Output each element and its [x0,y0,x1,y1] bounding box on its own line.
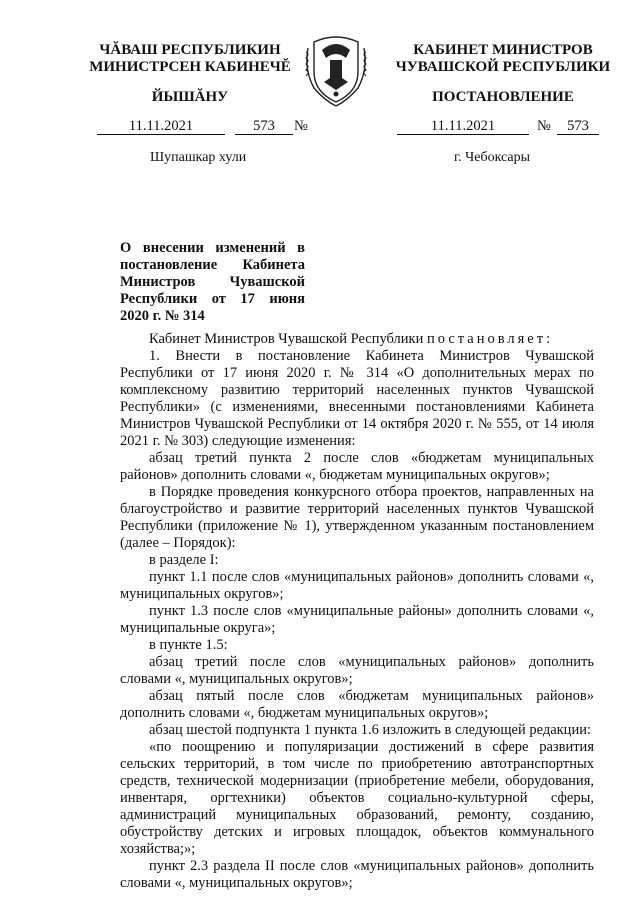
date-left: 11.11.2021 [97,118,225,135]
body-paragraph: абзац третий после слов «муниципальных районов» дополнить словами «, муниципальных округов»; [120,654,594,687]
header-right-title: ПОСТАНОВЛЕНИЕ [432,89,574,105]
number-sign-right: № [537,118,551,134]
dateline-left [97,118,319,136]
header-left-org [80,42,300,76]
number-right: 573 [557,118,599,135]
header-left-title: ЙЫШĂНУ [151,89,229,105]
body-paragraph: в Порядке проведения конкурсного отбора проектов, направленных на благоустройство и развитие территорий населенных пунктов Чувашской Республики (приложение № 1), утвержденном указанным постановлением (далее – Порядок): [120,484,594,551]
document-subject: О внесении изменений в постановление Кабинета Министров Чувашской Республики от 17 июня 2020 г. № 314 [120,240,305,324]
body-paragraph: пункт 1.3 после слов «муниципальные районы» дополнить словами «, муниципальные округа»; [120,603,594,636]
header-right-org [380,42,626,76]
place-right: г. Чебоксары [454,150,531,165]
dateline-right [397,118,599,136]
body-paragraph: абзац шестой подпункта 1 пункта 1.6 изложить в следующей редакции: [149,722,591,738]
header-right-line2: ЧУВАШСКОЙ РЕСПУБЛИКИ [395,59,611,75]
place-left: Шупашкар хули [150,150,247,165]
body-paragraph: в пункте 1.5: [149,637,228,653]
intro-verb: постановляет: [426,331,554,347]
body-paragraph: «по поощрению и популяризации достижений в сфере развития сельских территорий, в том числе по приобретению автотранспортных средств, технической модернизации (приобретение мебели, оборудования, инвентаря, оргтехники) объектов социально-культурной сферы, администраций муниципальных образований, ремонту, созданию, обустройству детских и игровых площадок, объектов коммунального хозяйства;»; [120,739,594,857]
header-right-line1: КАБИНЕТ МИНИСТРОВ [413,42,593,58]
number-sign-left: № [294,118,308,134]
document-body [120,331,594,892]
number-left: 573 [235,118,293,135]
body-paragraph: 1. Внести в постановление Кабинета Министров Чувашской Республики от 17 июня 2020 г. № 314 «О дополнительных мерах по комплексному развитию территорий населенных пунктов Чувашской Республики» (с изменениями, внесенными постановлениями Кабинета Министров Чувашской Республики от 14 октября 2020 г. № 555, от 14 июля 2021 г. № 303) следующие изменения: [120,348,594,449]
header-left-line1: ЧĂВАШ РЕСПУБЛИКИН [99,42,281,58]
intro-paragraph [120,331,594,348]
body-paragraph: абзац третий пункта 2 после слов «бюджетам муниципальных районов» дополнить словами «, бюджетам муниципальных округов»; [120,450,594,483]
date-right: 11.11.2021 [397,118,529,135]
intro-text: Кабинет Министров Чувашской Республики [149,331,427,347]
body-paragraph: пункт 2.3 раздела II после слов «муниципальных районов» дополнить словами «, муниципальных округов»; [120,858,594,891]
body-paragraph: абзац пятый после слов «бюджетам муниципальных районов» дополнить словами «, бюджетам муниципальных округов»; [120,688,594,721]
body-paragraph: пункт 1.1 после слов «муниципальных районов» дополнить словами «, муниципальных округов»; [120,569,594,602]
coat-of-arms-emblem [300,28,372,108]
header-left-line2: МИНИСТРСЕН КАБИНЕЧĔ [89,59,291,75]
body-paragraph: в разделе I: [149,552,219,568]
